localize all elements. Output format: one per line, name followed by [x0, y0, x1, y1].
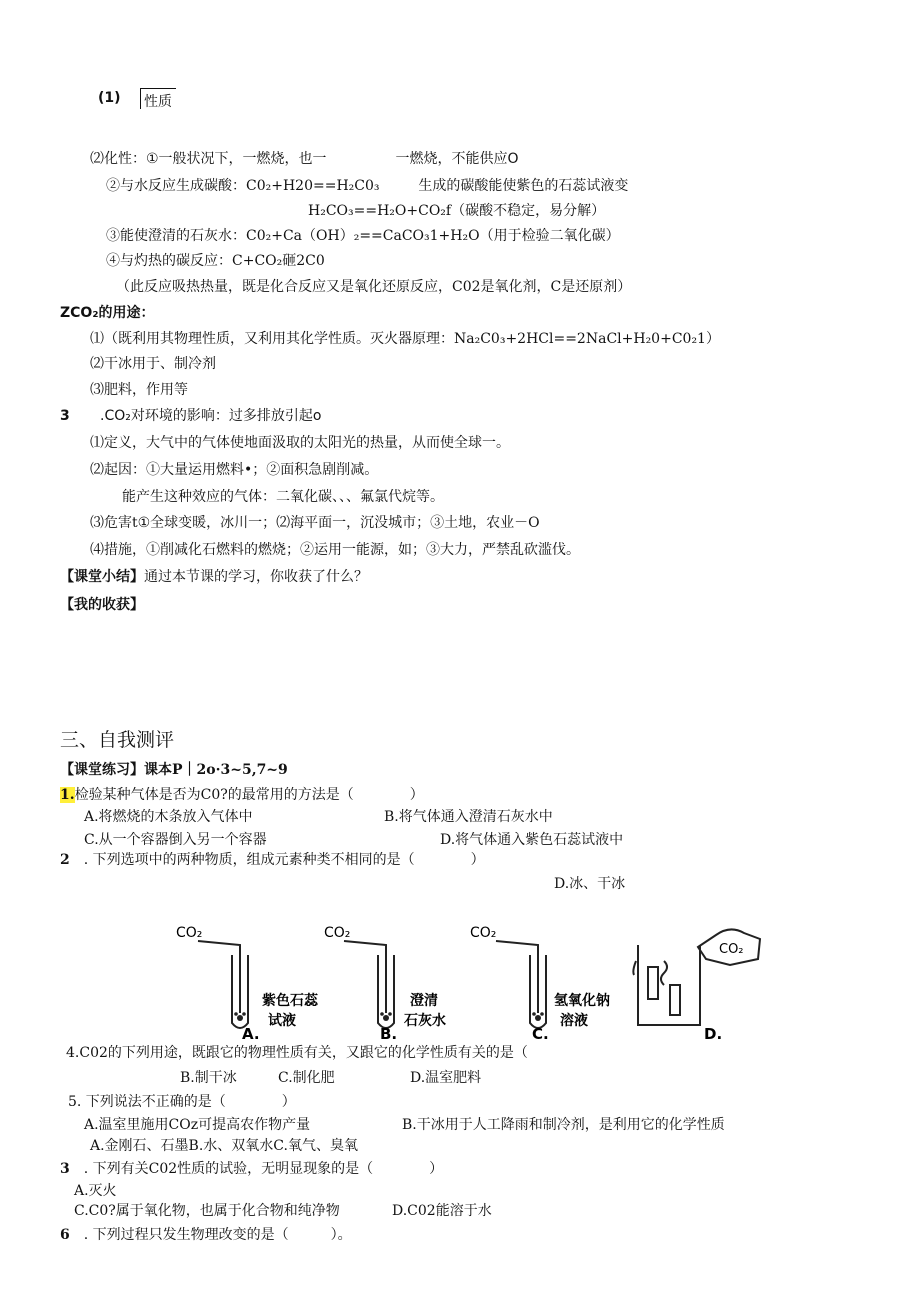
carbon-reaction-line: ④与灼热的碳反应：C+CO₂砸2C0 — [106, 253, 325, 269]
chem-property-text-b: 一燃烧，不能供应O — [395, 151, 519, 167]
q5-options-row2: A.金刚石、石墨B.水、双氧水C.氧气、臭氧 — [90, 1138, 358, 1154]
reagent-c-line2: 溶液 — [560, 1013, 588, 1029]
env-harm: ⑶危害t①全球变暖，冰川一；⑵海平面一，沉没城市；③土地，农业－O — [90, 515, 540, 531]
q1-option-d: D.将气体通入紫色石蕊试液中 — [440, 832, 624, 848]
env-gases: 能产生这种效应的气体：二氧化碳、、、氟氯代烷等。 — [122, 489, 444, 505]
gas-label-a: CO₂ — [176, 925, 203, 941]
chem-property-line — [90, 149, 519, 169]
q3-number: 3 — [60, 1161, 70, 1177]
q3-stem — [60, 1159, 443, 1179]
q3-option-a: A.灭火 — [74, 1183, 117, 1199]
q6-stem — [60, 1225, 352, 1245]
reagent-b-line1: 澄清 — [410, 993, 438, 1009]
gas-label-b: CO₂ — [324, 925, 351, 941]
properties-box-label: 性质 — [140, 88, 176, 109]
summary-line — [60, 567, 368, 587]
water-reaction-equation: ②与水反应生成碳酸：C0₂+H20==H₂C0₃ — [106, 178, 380, 194]
q4-option-b: B.制干冰 — [180, 1070, 237, 1086]
env-cause: ⑵起因：①大量运用燃料•；②面积急剧削减。 — [90, 462, 379, 478]
q1-option-c: C.从一个容器倒入另一个容器 — [84, 832, 267, 848]
q5-option-b: B.干冰用于人工降雨和制冷剂，是利用它的化学性质 — [402, 1117, 725, 1133]
q1-number: 1. — [60, 787, 75, 803]
q1-option-a: A.将燃烧的木条放入气体中 — [84, 809, 253, 825]
q5-stem: 5. 下列说法不正确的是（ ） — [68, 1094, 296, 1110]
q2-number: 2 — [60, 852, 70, 868]
q4-option-d: D.温室肥料 — [410, 1070, 482, 1086]
reagent-b-line2: 石灰水 — [404, 1013, 446, 1029]
q2-stem-text: . 下列选项中的两种物质，组成元素种类不相同的是（ ） — [83, 852, 485, 868]
setup-label-d: D. — [704, 1025, 723, 1043]
use-item-2: ⑵干冰用于、制冷剂 — [90, 356, 216, 372]
uses-title: ZCO₂的用途： — [60, 305, 155, 321]
practice-line: 【课堂练习】课本P｜2o·3~5,7~9 — [60, 762, 288, 778]
q5-option-a: A.温室里施用COz可提高农作物产量 — [84, 1117, 311, 1133]
q6-number: 6 — [60, 1227, 70, 1243]
env-title: .CO₂对环境的影响：过多排放引起o — [100, 408, 322, 424]
q6-stem-text: . 下列过程只发生物理改变的是（ ）。 — [83, 1227, 352, 1243]
assessment-heading: 三、自我测评 — [60, 729, 175, 751]
env-number: 3 — [60, 408, 70, 424]
setup-label-b: B. — [380, 1025, 398, 1043]
carbon-reaction-note: （此反应吸热热量，既是化合反应又是氧化还原反应，C02是氧化剂，C是还原剂） — [116, 279, 632, 295]
use-item-1: ⑴（既利用其物理性质，又利用其化学性质。灭火器原理：Na₂C0₃+2HCl==2NaCl+H₂0+C0₂1） — [90, 331, 720, 347]
use-item-3: ⑶肥料，作用等 — [90, 382, 188, 398]
summary-label: 【课堂小结】 — [60, 569, 144, 585]
q1-stem — [60, 785, 424, 805]
chem-property-text: ⑵化性：①一般状况下，一燃烧，也一 — [90, 151, 327, 167]
co2-experiment-figure — [170, 915, 770, 1043]
env-measures: ⑷措施，①削减化石燃料的燃烧；②运用一能源，如；③大力，严禁乱砍滥伐。 — [90, 542, 580, 558]
q2-stem — [60, 850, 485, 870]
q3-option-d: D.C02能溶于水 — [392, 1203, 492, 1219]
water-reaction-note: 生成的碳酸能使紫色的石蕊试液变 — [418, 178, 629, 194]
reagent-c-line1: 氢氧化钠 — [554, 993, 610, 1009]
reagent-a-line2: 试液 — [268, 1013, 296, 1029]
q3-option-c: C.C0?属于氧化物，也属于化合物和纯净物 — [74, 1203, 340, 1219]
limewater-line: ③能使澄清的石灰水：C0₂+Ca（OH）₂==CaCO₃1+H₂O（用于检验二氧化碳） — [106, 228, 620, 244]
env-definition: ⑴定义，大气中的气体使地面汲取的太阳光的热量，从而使全球一。 — [90, 435, 510, 451]
setup-label-a: A. — [242, 1025, 260, 1043]
reagent-a-line1: 紫色石蕊 — [262, 993, 318, 1009]
q1-stem-text: 检验某种气体是否为C0?的最常用的方法是（ ） — [74, 787, 424, 803]
water-reaction-line — [106, 176, 628, 196]
q3-stem-text: . 下列有关C02性质的试验，无明显现象的是（ ） — [83, 1161, 444, 1177]
q4-stem: 4.C02的下列用途，既跟它的物理性质有关，又跟它的化学性质有关的是（ — [66, 1045, 528, 1061]
item-number: (1) — [98, 90, 121, 106]
summary-text: 通过本节课的学习，你收获了什么？ — [144, 569, 368, 585]
setup-label-c: C. — [532, 1025, 549, 1043]
q2-option-d: D.冰、干冰 — [554, 876, 626, 892]
gas-label-c: CO₂ — [470, 925, 497, 941]
carbonic-acid-line: H₂CO₃==H₂O+CO₂f（碳酸不稳定，易分解） — [308, 203, 606, 219]
q1-option-b: B.将气体通入澄清石灰水中 — [384, 809, 553, 825]
harvest-label: 【我的收获】 — [60, 597, 144, 613]
q4-option-c: C.制化肥 — [278, 1070, 335, 1086]
gas-label-d: CO₂ — [719, 942, 744, 957]
